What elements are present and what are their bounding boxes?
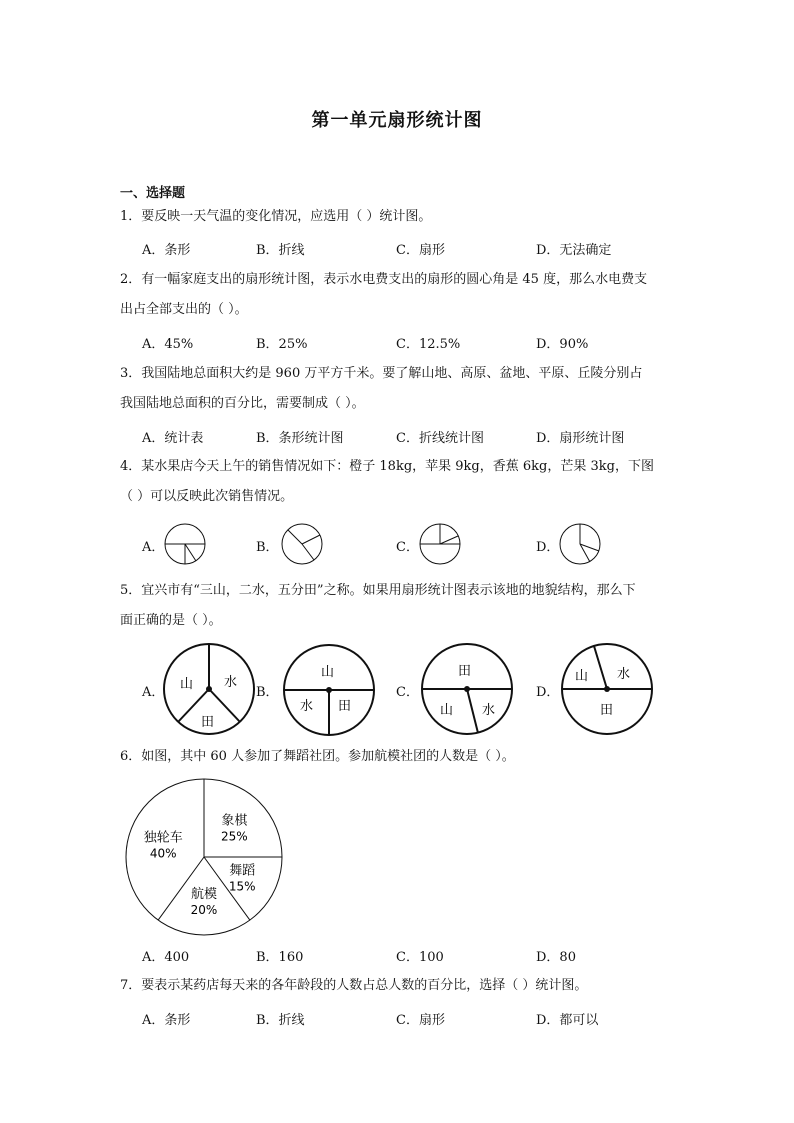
option-d[interactable]: D．无法确定 — [536, 243, 612, 258]
option-d[interactable]: D．90% — [536, 337, 589, 352]
label-shan: 山 — [180, 677, 194, 692]
label-shan: 山 — [321, 665, 335, 680]
option-a[interactable]: A．400 — [142, 950, 190, 965]
slice-label-2: 航模 — [190, 886, 218, 902]
question-4-line-1: 4．某水果店今天上午的销售情况如下：橙子 18kg，苹果 9kg，香蕉 6kg，芒果 3kg，下图 — [120, 459, 654, 474]
q4-pie-d[interactable] — [558, 522, 604, 566]
club-pie-chart — [124, 777, 286, 939]
slice-value-2: 20% — [190, 902, 218, 917]
question-3-line-1: 3．我国陆地总面积大约是 960 万平方千米。要了解山地、高原、盆地、平原、丘陵分别占 — [120, 366, 643, 381]
label-shui: 水 — [300, 699, 314, 714]
label-tian: 田 — [458, 664, 472, 679]
label-shan: 山 — [575, 669, 589, 684]
option-c[interactable]: C．折线统计图 — [396, 431, 484, 446]
q5-pie-b[interactable] — [282, 643, 376, 737]
slice-label-1: 舞蹈 — [229, 863, 256, 879]
label-tian: 田 — [338, 699, 352, 714]
option-a[interactable]: A．统计表 — [142, 431, 204, 446]
option-d[interactable]: D．80 — [536, 950, 576, 965]
question-2-line-1: 2．有一幅家庭支出的扇形统计图，表示水电费支出的扇形的圆心角是 45 度，那么水电费支 — [120, 272, 648, 287]
q5-pie-c[interactable] — [420, 642, 514, 736]
label-tian: 田 — [600, 703, 614, 718]
question-7-options — [142, 1009, 682, 1033]
option-a[interactable]: A． — [142, 540, 165, 555]
q5-pie-a[interactable] — [162, 642, 256, 736]
question-4-line-2: （ ）可以反映此次销售情况。 — [120, 489, 294, 504]
question-3-line-2: 我国陆地总面积的百分比，需要制成（ ）。 — [120, 396, 365, 411]
slice-value-1: 15% — [228, 879, 256, 894]
question-2-line-2: 出占全部支出的（ ）。 — [120, 302, 248, 317]
question-5-line-2: 面正确的是（ ）。 — [120, 613, 222, 628]
slice-label-0: 象棋 — [221, 813, 248, 829]
option-d[interactable]: D． — [536, 540, 560, 555]
option-a[interactable]: A．45% — [142, 337, 194, 352]
option-d[interactable]: D．扇形统计图 — [536, 431, 625, 446]
slice-value-3: 40% — [149, 846, 177, 861]
q5-pie-d[interactable] — [560, 642, 654, 736]
q4-pie-b[interactable] — [280, 522, 326, 566]
label-shan: 山 — [440, 703, 454, 718]
page-title: 第一单元扇形统计图 — [311, 110, 483, 131]
option-b[interactable]: B． — [256, 540, 279, 555]
option-c[interactable]: C．扇形 — [396, 1013, 445, 1028]
option-c[interactable]: C． — [396, 685, 419, 700]
option-a[interactable]: A． — [142, 685, 165, 700]
slice-value-0: 25% — [220, 829, 248, 844]
option-c[interactable]: C．扇形 — [396, 243, 445, 258]
label-shui: 水 — [224, 675, 238, 690]
option-d[interactable]: D． — [536, 685, 560, 700]
q4-pie-c[interactable] — [418, 522, 464, 566]
section-heading: 一、选择题 — [120, 186, 186, 201]
question-3-options — [142, 427, 682, 451]
option-c[interactable]: C．12.5% — [396, 337, 461, 352]
option-a[interactable]: A．条形 — [142, 1013, 191, 1028]
option-d[interactable]: D．都可以 — [536, 1013, 599, 1028]
question-7: 7．要表示某药店每天来的各年龄段的人数占总人数的百分比，选择（ ）统计图。 — [120, 978, 588, 993]
option-c[interactable]: C．100 — [396, 950, 444, 965]
option-a[interactable]: A．条形 — [142, 243, 191, 258]
q4-pie-a[interactable] — [163, 522, 209, 566]
question-1: 1．要反映一天气温的变化情况，应选用（ ）统计图。 — [120, 209, 432, 224]
question-1-options — [142, 239, 682, 263]
question-5-line-1: 5．宜兴市有“三山，二水，五分田”之称。如果用扇形统计图表示该地的地貌结构，那么下 — [120, 583, 636, 598]
option-b[interactable]: B．160 — [256, 950, 304, 965]
option-b[interactable]: B．25% — [256, 337, 308, 352]
option-b[interactable]: B．折线 — [256, 243, 305, 258]
label-shui: 水 — [617, 667, 631, 682]
option-b[interactable]: B． — [256, 685, 279, 700]
slice-label-3: 独轮车 — [143, 830, 183, 846]
question-6-options — [142, 946, 682, 970]
label-tian: 田 — [201, 715, 215, 730]
option-c[interactable]: C． — [396, 540, 419, 555]
option-b[interactable]: B．条形统计图 — [256, 431, 344, 446]
option-b[interactable]: B．折线 — [256, 1013, 305, 1028]
question-2-options — [142, 333, 682, 357]
question-6: 6．如图，其中 60 人参加了舞蹈社团。参加航模社团的人数是（ ）。 — [120, 749, 515, 764]
label-shui: 水 — [482, 703, 496, 718]
